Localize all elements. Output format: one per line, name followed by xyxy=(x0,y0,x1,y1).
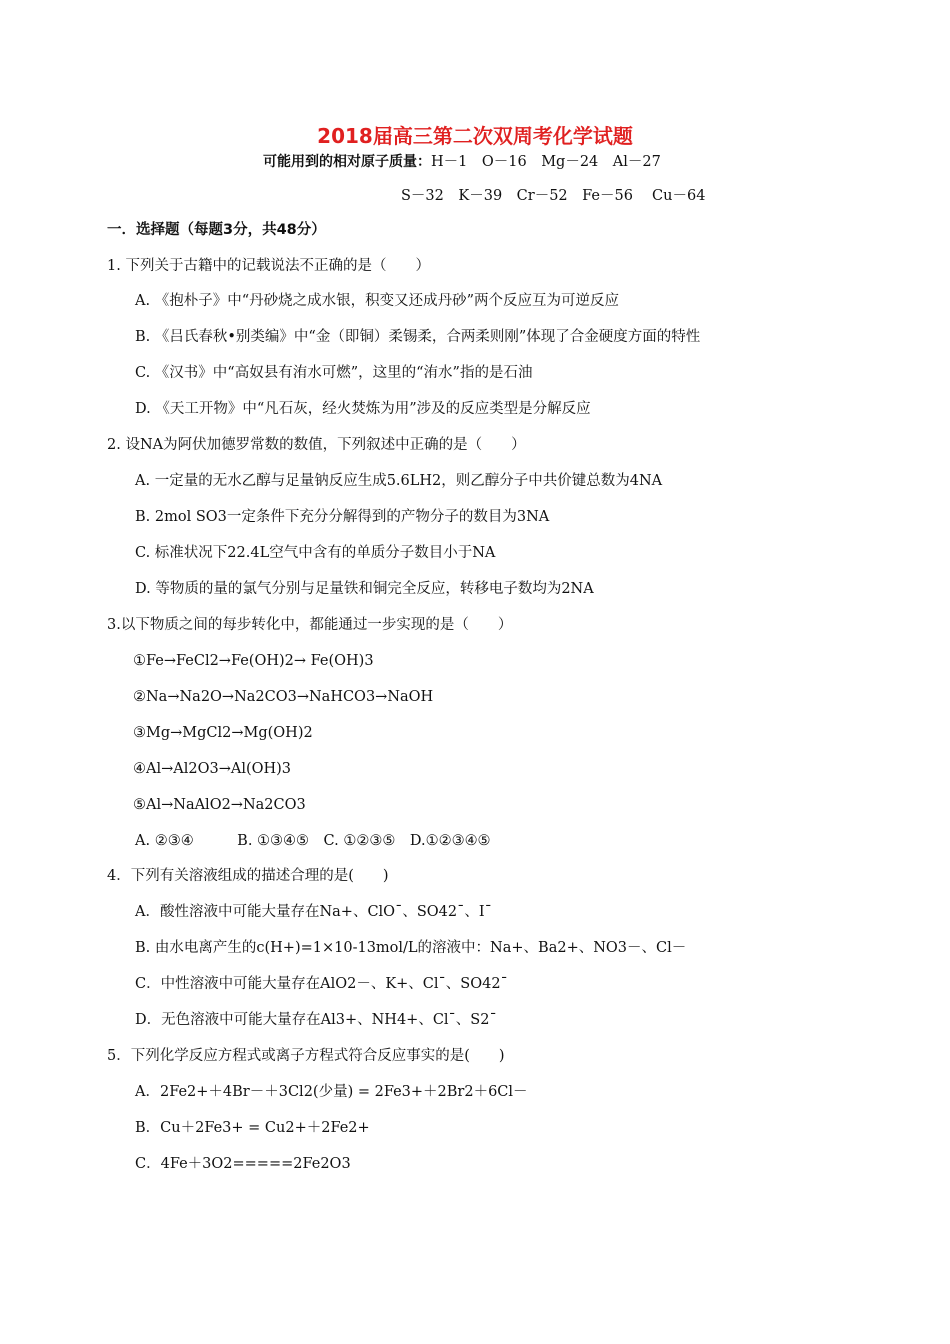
question-2-option-c: C. 标准状况下22.4L空气中含有的单质分子数目小于NA xyxy=(135,545,496,561)
question-5-option-b: B．Cu＋2Fe3+ = Cu2+＋2Fe2+ xyxy=(135,1120,370,1136)
question-1-option-b: B. 《吕氏春秋•别类编》中“金（即铜）柔锡柔，合两柔则刚”体现了合金硬度方面的特性 xyxy=(135,329,701,345)
question-1-stem: 1. 下列关于古籍中的记载说法不正确的是（ ） xyxy=(107,258,430,274)
question-5-option-a: A．2Fe2+＋4Br－＋3Cl2(少量) = 2Fe3+＋2Br2＋6Cl－ xyxy=(135,1084,528,1100)
question-3-chain-1: ①Fe→FeCl2→Fe(OH)2→ Fe(OH)3 xyxy=(133,653,374,669)
question-3-chain-4: ④Al→Al2O3→Al(OH)3 xyxy=(133,761,292,777)
atomic-masses-values-1: H－1 O－16 Mg－24 Al－27 xyxy=(431,154,661,170)
atomic-masses-line-1 xyxy=(263,152,661,172)
question-1-option-c: C. 《汉书》中“高奴县有洧水可燃”，这里的“洧水”指的是石油 xyxy=(135,365,533,381)
question-2-option-b: B. 2mol SO3一定条件下充分分解得到的产物分子的数目为3NA xyxy=(135,509,550,525)
question-4-option-d: D．无色溶液中可能大量存在Al3+、NH4+、Cl¯、S2¯ xyxy=(135,1012,497,1028)
question-3-chain-2: ②Na→Na2O→Na2CO3→NaHCO3→NaOH xyxy=(133,689,434,705)
section-heading: 一．选择题（每题3分，共48分） xyxy=(107,222,326,238)
question-2-stem: 2. 设NA为阿伏加德罗常数的数值，下列叙述中正确的是（ ） xyxy=(107,437,526,453)
atomic-masses-label: 可能用到的相对原子质量： xyxy=(263,154,431,170)
question-4-option-a: A．酸性溶液中可能大量存在Na+、ClO¯、SO42¯、I¯ xyxy=(135,904,492,920)
question-4-stem: 4．下列有关溶液组成的描述合理的是( ) xyxy=(107,868,389,884)
question-5-option-c: C．4Fe＋3O2=====2Fe2O3 xyxy=(135,1156,351,1172)
question-4-option-b: B. 由水电离产生的c(H+)=1×10-13mol/L的溶液中：Na+、Ba2+、NO3－、Cl－ xyxy=(135,940,687,956)
question-1-option-a: A. 《抱朴子》中“丹砂烧之成水银，积变又还成丹砂”两个反应互为可逆反应 xyxy=(135,293,620,309)
question-5-stem: 5．下列化学反应方程式或离子方程式符合反应事实的是( ) xyxy=(107,1048,505,1064)
exam-title: 2018届高三第二次双周考化学试题 xyxy=(317,124,633,148)
question-3-chain-3: ③Mg→MgCl2→Mg(OH)2 xyxy=(133,725,313,741)
question-2-option-a: A. 一定量的无水乙醇与足量钠反应生成5.6LH2，则乙醇分子中共价键总数为4NA xyxy=(135,473,663,489)
question-3-chain-5: ⑤Al→NaAlO2→Na2CO3 xyxy=(133,797,306,813)
question-3-options: A. ②③④ B. ①③④⑤ C. ①②③⑤ D.①②③④⑤ xyxy=(135,833,491,849)
atomic-masses-line-2: S－32 K－39 Cr－52 Fe－56 Cu－64 xyxy=(401,188,706,204)
question-3-stem: 3.以下物质之间的每步转化中，都能通过一步实现的是（ ） xyxy=(107,617,513,633)
question-4-option-c: C．中性溶液中可能大量存在AlO2－、K+、Cl¯、SO42¯ xyxy=(135,976,508,992)
question-2-option-d: D. 等物质的量的氯气分别与足量铁和铜完全反应，转移电子数均为2NA xyxy=(135,581,594,597)
question-1-option-d: D. 《天工开物》中“凡石灰，经火焚炼为用”涉及的反应类型是分解反应 xyxy=(135,401,591,417)
